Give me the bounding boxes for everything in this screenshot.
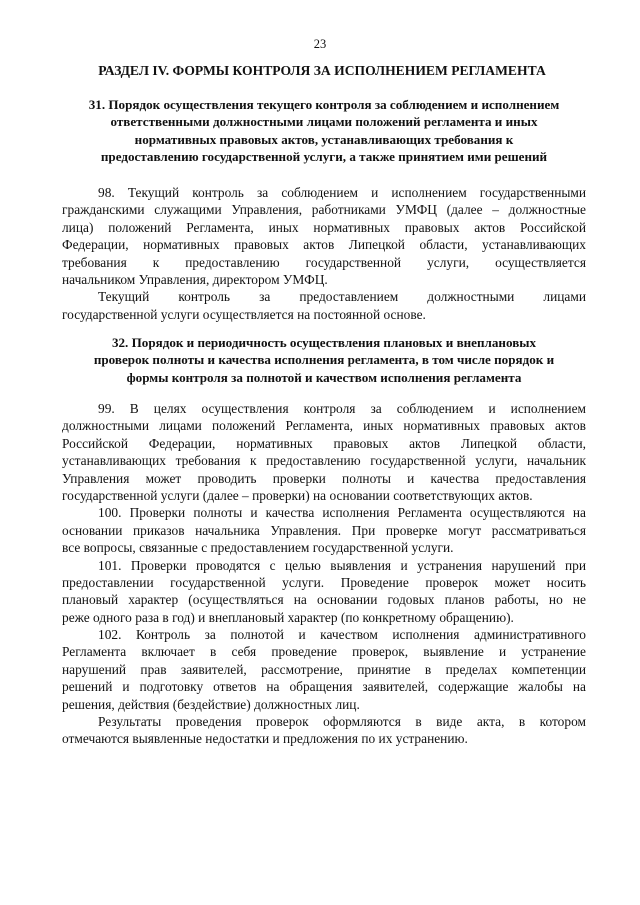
paragraph-line: Результаты проведения проверок оформляются в виде акта, в котором — [98, 714, 586, 730]
paragraph-99 — [62, 400, 586, 504]
paragraph-line: отмечаются выявленные недостатки и предложения по их устранению. — [62, 731, 468, 747]
paragraph-line: устанавливающих требования к предоставлению государственной услуги, начальник — [62, 453, 586, 469]
heading-31-line: нормативных правовых актов, устанавливающих требования к — [134, 131, 514, 147]
paragraph-line: государственной услуги (далее – проверки) на основании соответствующих актов. — [62, 487, 533, 503]
paragraph-line: предоставлении государственной услуги. Проведение проверок может носить — [62, 574, 586, 590]
heading-31-line: ответственными должностными лицами положений регламента и иных — [110, 114, 538, 130]
heading-32-line: 32. Порядок и периодичность осуществления плановых и внеплановых — [111, 335, 537, 350]
body-block-2 — [62, 400, 586, 748]
body-block-1 — [62, 184, 586, 323]
paragraph-line: Федерации, нормативных правовых актов Липецкой области, устанавливающих — [62, 237, 586, 253]
heading-32-line: формы контроля за полнотой и качеством исполнения регламента — [126, 369, 522, 385]
paragraph-line: 101. Проверки проводятся с целью выявления и устранения нарушений при — [98, 557, 586, 573]
paragraph-line: все вопросы, связанные с предоставлением государственной услуги. — [62, 540, 454, 556]
paragraph-line: Текущий контроль за предоставлением должностными лицами — [98, 289, 586, 305]
paragraph-line: гражданскими служащими Управления, работниками УМФЦ (далее – должностные — [62, 202, 586, 218]
paragraph-line: должностными лицами положений Регламента, иных нормативных правовых актов — [62, 418, 586, 434]
paragraph-102 — [62, 626, 586, 713]
paragraph-line: решений и подготовку ответов на обращения заявителей, содержащие жалобы на — [62, 679, 586, 695]
paragraph-line: 98. Текущий контроль за соблюдением и исполнением государственными — [98, 185, 586, 200]
paragraph-line: нарушений прав заявителей, рассмотрение, принятие в пределах компетенции — [62, 661, 586, 677]
paragraph-line: Регламента включает в себя проведение проверок, выявление и устранение — [62, 644, 586, 660]
paragraph-line: основании приказов начальника Управления. При проверке могут рассматриваться — [62, 522, 586, 538]
paragraph-line: плановый характер (осуществляться на основании годовых планов работы, но не — [62, 592, 586, 608]
section-title: РАЗДЕЛ IV. ФОРМЫ КОНТРОЛЯ ЗА ИСПОЛНЕНИЕМ РЕГЛАМЕНТА — [98, 63, 546, 78]
heading-32 — [62, 334, 586, 386]
paragraph-line: решения, действия (бездействие) должностных лиц. — [62, 696, 360, 712]
paragraph-line: реже одного раза в год) и внеплановый характер (по конкретному обращению). — [62, 609, 514, 625]
paragraph-line: 102. Контроль за полнотой и качеством исполнения административного — [98, 627, 586, 643]
paragraph-line: требования к предоставлению государственной услуги, осуществляется — [62, 254, 586, 270]
heading-31 — [62, 96, 586, 166]
heading-32-line: проверок полноты и качества исполнения регламента, в том числе порядок и — [93, 352, 555, 368]
paragraph-line: государственной услуги осуществляется на постоянной основе. — [62, 306, 426, 322]
paragraph-results — [62, 713, 586, 748]
paragraph-98 — [62, 184, 586, 288]
paragraph-line: 100. Проверки полноты и качества исполнения Регламента осуществляются на — [98, 505, 586, 521]
paragraph-line: начальником Управления, директором УМФЦ. — [62, 271, 328, 287]
paragraph-line: Управления может проводить проверки полноты и качества предоставления — [62, 470, 586, 486]
heading-31-line: предоставлению государственной услуги, а также принятием ими решений — [100, 149, 548, 165]
paragraph-line: 99. В целях осуществления контроля за соблюдением и исполнением — [98, 401, 586, 416]
paragraph-line: Российской Федерации, нормативных правовых актов Липецкой области, — [62, 435, 586, 451]
page-number: 23 — [313, 37, 327, 51]
paragraph-current-control — [62, 288, 586, 323]
paragraph-100 — [62, 504, 586, 556]
heading-31-line: 31. Порядок осуществления текущего контроля за соблюдением и исполнением — [88, 97, 560, 112]
paragraph-101 — [62, 557, 586, 627]
paragraph-line: лица) положений Регламента, иных нормативных правовых актов Российской — [62, 219, 586, 235]
